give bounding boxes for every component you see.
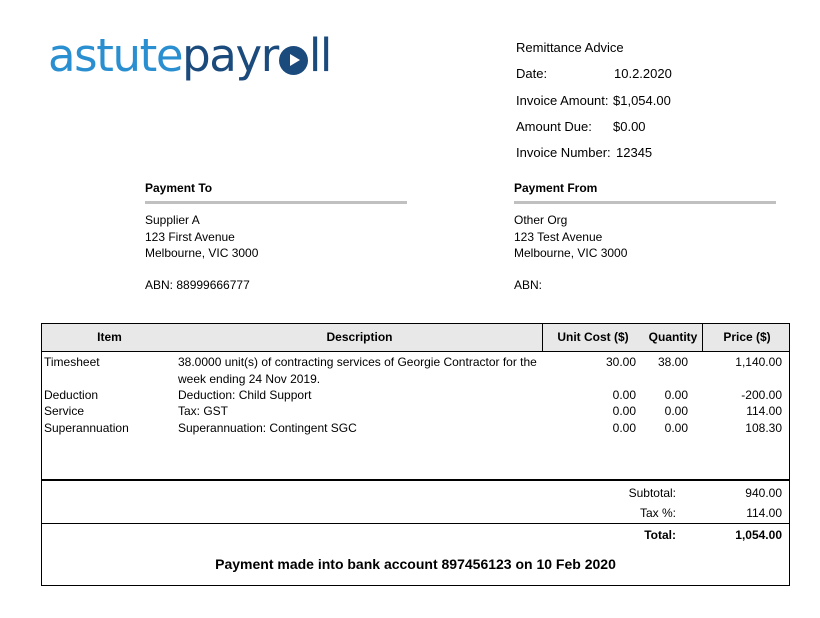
invoice-table [41,323,790,586]
row-4-quantity: 0.00 [664,421,688,435]
amount-due-label: Amount Due: [516,119,592,134]
tax-label: Tax %: [639,506,676,520]
logo-text-astute: astute [48,29,183,82]
row-1-description: 38.0000 unit(s) of contracting services of Georgie Contractor for the week ending 24 Nov 2019. [178,355,537,386]
row-2-unit-cost: 0.00 [612,388,636,402]
payment-to-name: Supplier A [145,213,200,227]
total-value: 1,054.00 [735,528,782,542]
row-4-price: 108.30 [745,421,782,435]
row-3-item: Service [44,404,85,418]
header-item: Item [97,330,122,344]
date-value: 10.2.2020 [614,66,672,81]
row-2-quantity: 0.00 [664,388,688,402]
payment-from-block [514,181,776,293]
invoice-number-label: Invoice Number: [516,145,611,160]
logo-text-ll: ll [308,29,332,82]
total-label: Total: [644,528,676,542]
astute-payroll-logo [48,30,331,82]
payment-note: Payment made into bank account 897456123 on 10 Feb 2020 [215,556,616,572]
invoice-amount-label: Invoice Amount: [516,93,609,108]
row-3-description: Tax: GST [178,404,229,418]
row-4-unit-cost: 0.00 [612,421,636,435]
payment-from-name: Other Org [514,213,568,227]
row-4-description: Superannuation: Contingent SGC [178,421,357,435]
totals-divider [42,479,789,481]
amount-due-value: $0.00 [613,119,646,134]
invoice-amount-value: $1,054.00 [613,93,671,108]
row-1-item: Timesheet [44,355,100,369]
payment-to-city: Melbourne, VIC 3000 [145,246,259,260]
play-icon [279,46,308,75]
payment-from-city: Melbourne, VIC 3000 [514,246,628,260]
header-quantity: Quantity [648,330,698,344]
total-divider [42,523,789,524]
row-3-unit-cost: 0.00 [612,404,636,418]
row-1-quantity: 38.00 [657,355,688,369]
payment-to-street: 123 First Avenue [145,229,235,244]
row-3-quantity: 0.00 [664,404,688,418]
subtotal-value: 940.00 [745,486,782,500]
payment-to-abn: ABN: 88999666777 [145,277,250,292]
header-price: Price ($) [723,330,771,344]
row-1-price: 1,140.00 [735,355,782,369]
payment-to-heading: Payment To [145,181,407,204]
row-4-item: Superannuation [44,421,129,435]
header-description: Description [326,330,393,344]
remittance-title: Remittance Advice [516,40,624,55]
tax-value: 114.00 [746,506,782,520]
row-3-price: 114.00 [746,404,782,418]
logo-text-payr: payr [182,29,278,82]
date-label: Date: [516,66,548,81]
row-1-unit-cost: 30.00 [605,355,636,369]
payment-from-heading: Payment From [514,181,776,204]
row-2-price: -200.00 [741,388,782,402]
subtotal-label: Subtotal: [628,486,676,500]
invoice-number-value: 12345 [616,145,653,160]
payment-to-block [145,181,407,293]
row-2-item: Deduction [44,388,99,402]
payment-from-street: 123 Test Avenue [514,229,603,244]
payment-from-abn: ABN: [514,277,543,292]
row-2-description: Deduction: Child Support [178,388,312,402]
table-header [42,324,789,352]
header-unit-cost: Unit Cost ($) [557,330,629,344]
